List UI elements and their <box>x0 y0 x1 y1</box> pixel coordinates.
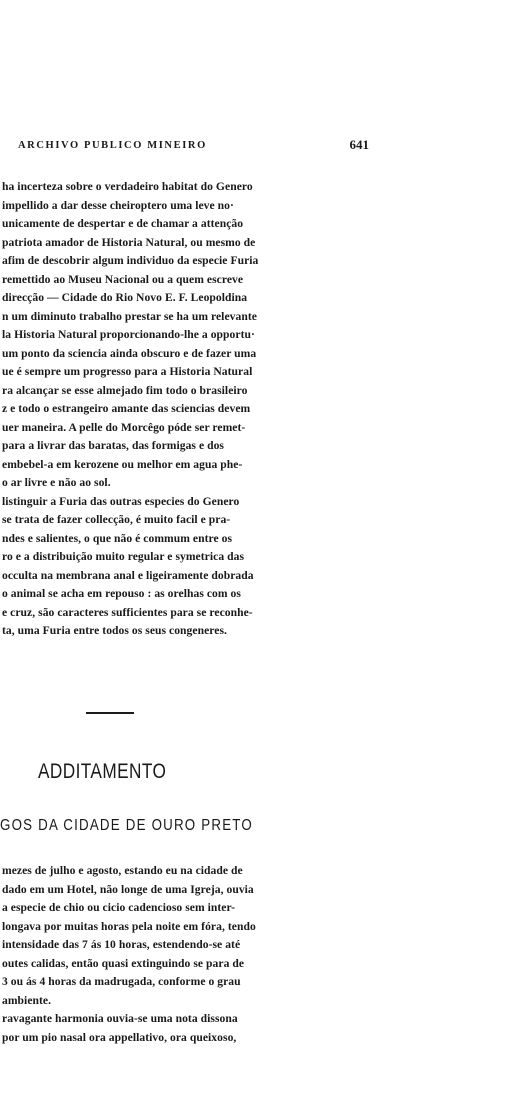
text-line: mezes de julho e agosto, estando eu na cidade de <box>2 864 243 877</box>
text-line: o animal se acha em repouso : as orelhas com os <box>2 587 241 600</box>
page-number: 641 <box>349 137 369 152</box>
text-line: z e todo o estrangeiro amante das sciencias devem <box>2 402 251 415</box>
text-line: listinguir a Furia das outras especies do Genero <box>2 494 240 508</box>
text-line: uer maneira. A pelle do Morcêgo póde ser remet- <box>2 420 246 434</box>
text-line: patriota amador de Historia Natural, ou mesmo de <box>2 235 256 249</box>
text-line: ndes e salientes, o que não é commum entre os <box>2 531 233 545</box>
text-line: ha incerteza sobre o verdadeiro habitat do Genero <box>2 180 253 193</box>
text-line: outes calidas, então quasi extinguindo se para de <box>2 956 245 970</box>
text-line: intensidade das 7 ás 10 horas, estendendo-se até <box>2 938 241 951</box>
body-paragraph <box>0 178 531 641</box>
text-line: direcção — Cidade do Rio Novo E. F. Leopoldina <box>2 291 248 304</box>
text-line: remettido ao Museu Nacional ou a quem escreve <box>2 272 244 286</box>
text-line: impellido a dar desse cheiroptero uma leve no· <box>2 198 234 212</box>
text-line: 3 ou ás 4 horas da madrugada, conforme o grau <box>2 975 241 988</box>
text-line: a especie de chio ou cicio cadencioso sem inter- <box>2 901 236 914</box>
text-line: n um diminuto trabalho prestar se ha um relevante <box>2 309 257 323</box>
text-line: longava por muitas horas pela noite em fóra, tendo <box>2 919 256 933</box>
section-divider <box>86 712 134 714</box>
text-line: occulta na membrana anal e ligeiramente dobrada <box>2 568 254 582</box>
text-line: e cruz, são caracteres sufficientes para se reconhe- <box>2 605 253 619</box>
text-line: por um pio nasal ora appellativo, ora queixoso, <box>2 1030 237 1044</box>
text-line: embebel-a em kerozene ou melhor em agua phe- <box>2 457 243 471</box>
text-line: afim de descobrir algum individuo da especie Furia <box>2 254 259 267</box>
text-line: o ar livre e não ao sol. <box>2 476 111 489</box>
text-line: ta, uma Furia entre todos os seus congeneres. <box>2 624 227 637</box>
text-line: ra alcançar se esse almejado fim todo o brasileiro <box>2 383 248 397</box>
running-header <box>0 137 531 157</box>
section-title: ADDITAMENTO <box>38 760 167 783</box>
addendum-paragraph <box>0 862 531 1047</box>
running-title: ARCHIVO PUBLICO MINEIRO <box>18 140 207 151</box>
text-line: la Historia Natural proporcionando-lhe a opportu· <box>2 328 255 341</box>
text-line: um ponto da sciencia ainda obscuro e de fazer uma <box>2 346 257 360</box>
text-line: ambiente. <box>2 993 52 1007</box>
text-line: ro e a distribuição muito regular e symetrica das <box>2 550 245 563</box>
subsection-title: GOS DA CIDADE DE OURO PRETO <box>0 817 253 834</box>
text-line: se trata de fazer collecção, é muito facil e pra- <box>2 513 231 526</box>
text-line: ue é sempre um progresso para a Historia Natural <box>2 365 253 378</box>
text-line: dado em um Hotel, não longe de uma Igreja, ouvia <box>2 882 254 896</box>
text-line: unicamente de despertar e de chamar a attenção <box>2 217 244 230</box>
text-line: ravagante harmonia ouvia-se uma nota dissona <box>2 1012 238 1025</box>
text-line: para a livrar das baratas, das formigas e dos <box>2 439 224 452</box>
